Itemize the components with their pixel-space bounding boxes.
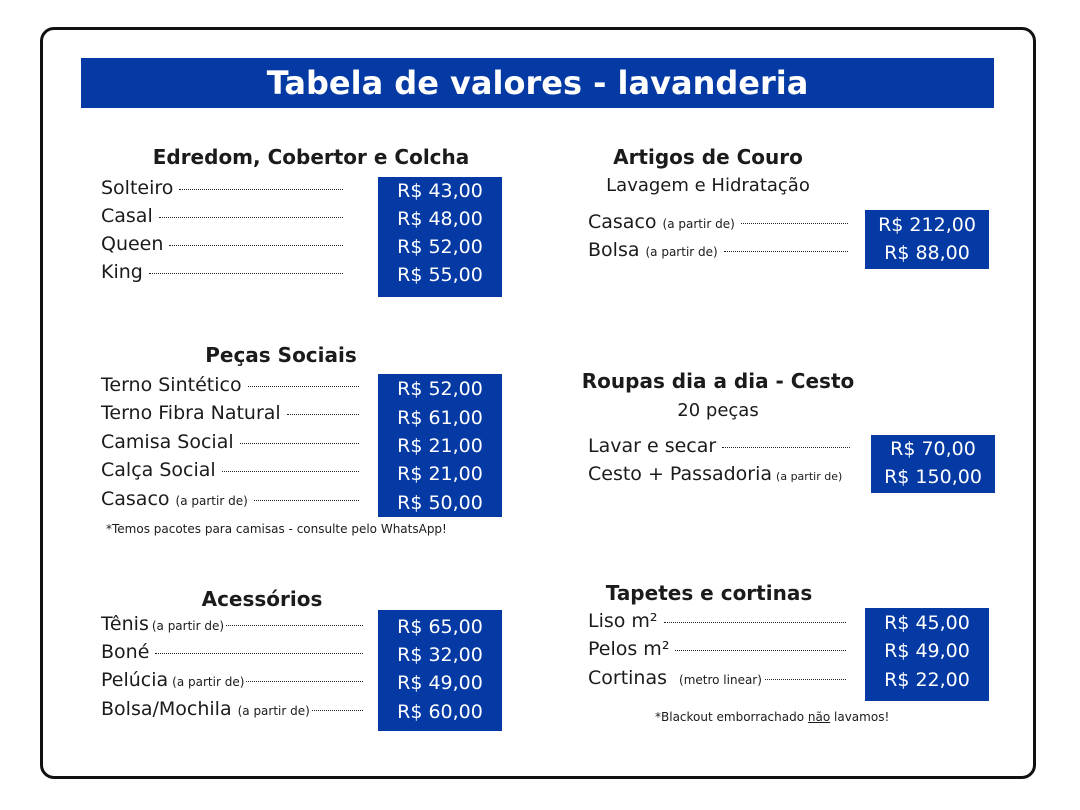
dot-leader: [222, 471, 359, 472]
item-name: Camisa Social: [101, 431, 234, 453]
list-item: [588, 610, 852, 638]
item-qualifier: (metro linear): [679, 673, 762, 687]
dot-leader: [312, 710, 363, 711]
item-price: R$ 49,00: [884, 640, 970, 662]
item-qualifier: (a partir de): [237, 704, 310, 718]
section-subtitle-cesto: 20 peças: [677, 400, 759, 421]
item-name: Pelúcia: [101, 669, 169, 691]
dot-leader: [179, 189, 343, 190]
item-price: R$ 52,00: [397, 236, 483, 258]
item-name: Lavar e secar: [588, 435, 717, 457]
list-item: [588, 211, 854, 239]
dot-leader: [226, 625, 363, 626]
item-name: Cortinas: [588, 667, 668, 689]
item-price: R$ 22,00: [884, 669, 970, 691]
item-qualifier: (a partir de): [175, 494, 248, 508]
list-item: [101, 177, 349, 205]
item-name: Casaco: [101, 488, 170, 510]
dot-leader: [765, 679, 846, 680]
section-title-couro: Artigos de Couro: [613, 145, 803, 169]
item-price: R$ 60,00: [397, 701, 483, 723]
item-price: R$ 150,00: [884, 466, 982, 488]
item-price: R$ 21,00: [397, 435, 483, 457]
item-price: R$ 49,00: [397, 672, 483, 694]
list-item: [588, 638, 852, 666]
list-item: [101, 698, 369, 726]
item-qualifier: (a partir de): [172, 675, 245, 689]
dot-leader: [722, 447, 850, 448]
list-item: [588, 667, 852, 695]
item-price: R$ 65,00: [397, 616, 483, 638]
note-text: *Blackout emborrachado: [655, 710, 808, 724]
dot-leader: [248, 386, 359, 387]
item-name: Bolsa: [588, 239, 640, 261]
dot-leader: [254, 500, 359, 501]
item-name: Liso m²: [588, 610, 658, 632]
section-title-sociais: Peças Sociais: [205, 343, 357, 367]
dot-leader: [155, 653, 363, 654]
section-title-cesto: Roupas dia a dia - Cesto: [581, 369, 855, 393]
item-name: Boné: [101, 641, 150, 663]
list-item: [101, 641, 369, 669]
section-subtitle-couro: Lavagem e Hidratação: [606, 175, 810, 196]
dot-leader: [724, 251, 848, 252]
item-qualifier: (a partir de): [151, 619, 225, 633]
list-item: [101, 431, 365, 459]
dot-leader: [675, 650, 846, 651]
item-name: Terno Fibra Natural: [101, 402, 281, 424]
item-name: Bolsa/Mochila: [101, 698, 232, 720]
item-price: R$ 212,00: [878, 214, 976, 236]
item-price: R$ 48,00: [397, 208, 483, 230]
section-title-tapetes: Tapetes e cortinas: [605, 581, 813, 605]
list-item: [101, 205, 349, 233]
note-text: lavamos!: [830, 710, 890, 724]
dot-leader: [664, 622, 846, 623]
list-item: [101, 261, 349, 289]
list-item: [101, 233, 349, 261]
item-name: Pelos m²: [588, 638, 670, 660]
item-price: R$ 52,00: [397, 378, 483, 400]
section-title-acessorios: Acessórios: [201, 587, 323, 611]
item-price: R$ 61,00: [397, 407, 483, 429]
list-item: [101, 669, 369, 697]
section-title-edredom: Edredom, Cobertor e Colcha: [152, 145, 470, 169]
item-name: Casaco: [588, 211, 657, 233]
list-item: [588, 239, 854, 267]
item-name: Solteiro: [101, 177, 174, 199]
item-name: Calça Social: [101, 459, 216, 481]
item-name: King: [101, 261, 143, 283]
item-price: R$ 43,00: [397, 180, 483, 202]
dot-leader: [741, 223, 848, 224]
item-name: Cesto + Passadoria: [588, 463, 773, 485]
item-price: R$ 21,00: [397, 463, 483, 485]
note-emphasis: não: [807, 710, 831, 724]
item-price: R$ 45,00: [884, 612, 970, 634]
item-price: R$ 32,00: [397, 644, 483, 666]
item-price: R$ 88,00: [884, 242, 970, 264]
dot-leader: [149, 273, 343, 274]
list-item: [588, 463, 872, 491]
dot-leader: [240, 443, 359, 444]
list-item: [101, 402, 365, 430]
list-item: [101, 613, 369, 641]
item-qualifier: (a partir de): [645, 245, 718, 259]
note-tapetes: [655, 710, 889, 724]
dot-leader: [287, 414, 359, 415]
dot-leader: [169, 245, 343, 246]
item-name: Queen: [101, 233, 164, 255]
item-name: Casal: [101, 205, 153, 227]
list-item: [101, 488, 365, 516]
item-price: R$ 50,00: [397, 492, 483, 514]
list-item: [101, 459, 365, 487]
item-name: Terno Sintético: [101, 374, 242, 396]
item-qualifier: (a partir de): [776, 470, 843, 483]
page-title: Tabela de valores - lavanderia: [81, 58, 994, 108]
dot-leader: [159, 217, 343, 218]
note-sociais: *Temos pacotes para camisas - consulte pelo WhatsApp!: [106, 522, 447, 536]
list-item: [101, 374, 365, 402]
item-name: Tênis: [101, 613, 149, 635]
item-price: R$ 55,00: [397, 264, 483, 286]
dot-leader: [246, 681, 363, 682]
item-qualifier: (a partir de): [662, 217, 735, 231]
list-item: [588, 435, 856, 463]
item-price: R$ 70,00: [890, 438, 976, 460]
